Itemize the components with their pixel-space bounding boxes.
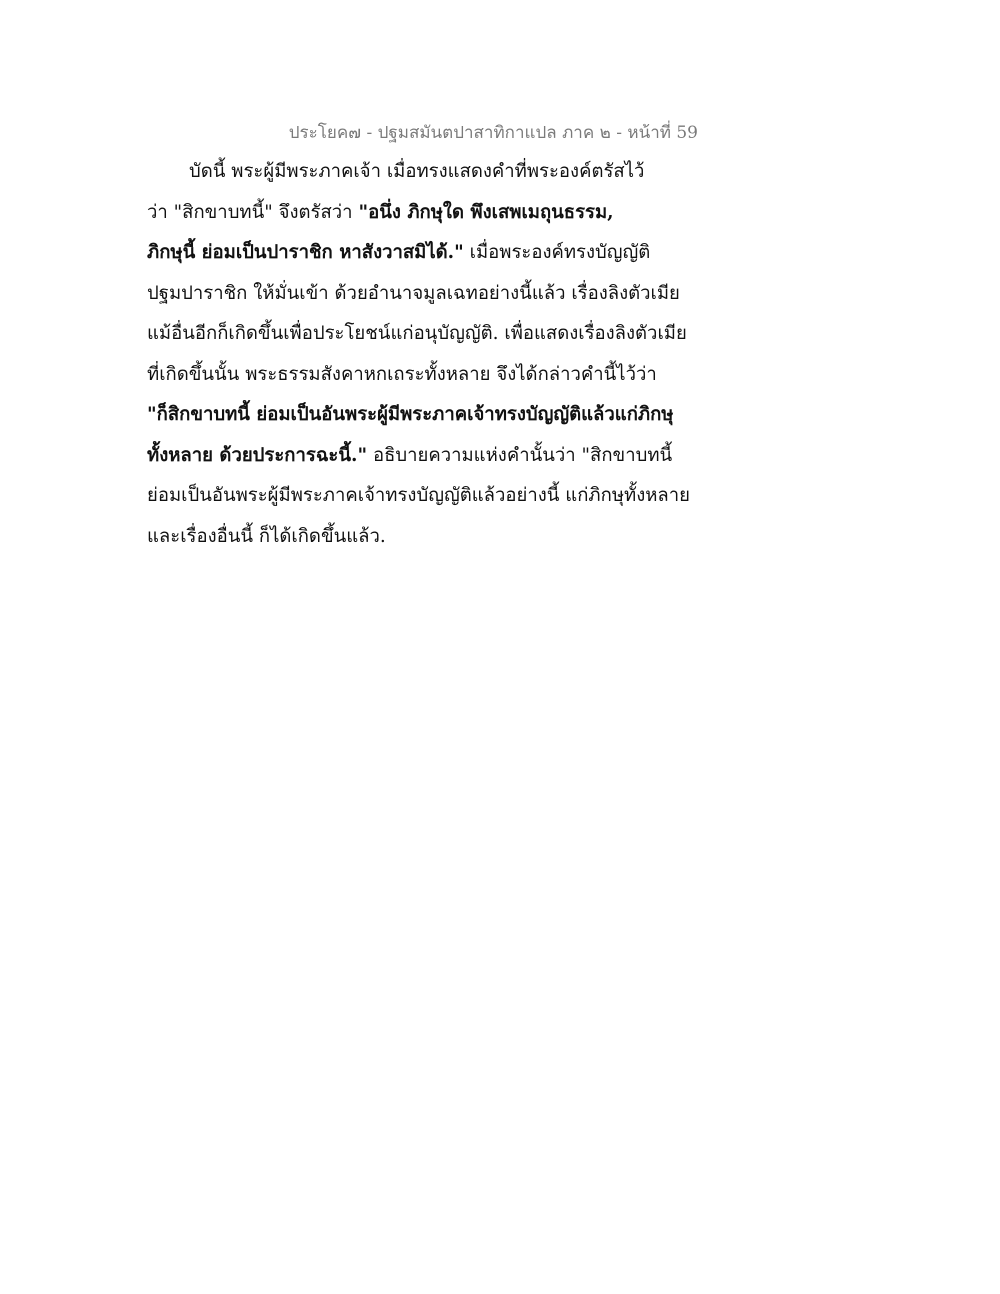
text-line-7 — [147, 395, 703, 436]
text-segment: และเรื่องอื่นนี้ ก็ได้เกิดขึ้นแล้ว. — [147, 525, 386, 547]
text-line-8 — [147, 436, 703, 477]
text-line-10 — [147, 517, 703, 558]
bold-text-segment: ภิกษุนี้ ย่อมเป็นปาราชิก หาสังวาสมิได้." — [147, 242, 464, 263]
text-segment: ที่เกิดขึ้นนั้น พระธรรมสังคาหกเถระทั้งหลาย จึงได้กล่าวคำนี้ไว้ว่า — [147, 363, 657, 385]
text-segment: ปฐมปาราชิก ให้มั่นเข้า ด้วยอำนาจมูลเฉทอย่างนี้แล้ว เรื่องลิงตัวเมีย — [147, 282, 680, 304]
body-paragraph — [147, 152, 703, 557]
running-header: ประโยค๗ - ปฐมสมันตปาสาทิกาแปล ภาค ๒ - หน้าที่ 59 — [288, 123, 698, 143]
text-segment: อธิบายความแห่งคำนั้นว่า "สิกขาบทนี้ — [367, 444, 673, 466]
text-line-6 — [147, 355, 703, 396]
bold-text-segment: "ก็สิกขาบทนี้ ย่อมเป็นอันพระผู้มีพระภาคเจ้าทรงบัญญัติแล้วแก่ภิกษุ — [147, 404, 674, 425]
text-line-9 — [147, 476, 703, 517]
text-segment: ว่า "สิกขาบทนี้" จึงตรัสว่า — [147, 201, 359, 223]
text-line-4 — [147, 274, 703, 315]
bold-text-segment: ทั้งหลาย ด้วยประการฉะนี้." — [147, 444, 368, 466]
text-line-5 — [147, 314, 703, 355]
text-segment: บัดนี้ พระผู้มีพระภาคเจ้า เมื่อทรงแสดงคำที่พระองค์ตรัสไว้ — [189, 161, 645, 182]
text-segment: ย่อมเป็นอันพระผู้มีพระภาคเจ้าทรงบัญญัติแล้วอย่างนี้ แก่ภิกษุทั้งหลาย — [147, 485, 690, 506]
text-segment: แม้อื่นอีกก็เกิดขึ้นเพื่อประโยชน์แก่อนุบัญญัติ. เพื่อแสดงเรื่องลิงตัวเมีย — [147, 323, 687, 344]
text-segment: เมื่อพระองค์ทรงบัญญัติ — [463, 242, 651, 263]
text-line-3 — [147, 233, 703, 274]
text-line-2 — [147, 193, 703, 234]
bold-text-segment: "อนึ่ง ภิกษุใด พึงเสพเมถุนธรรม, — [358, 201, 614, 223]
text-line-1 — [147, 152, 703, 193]
